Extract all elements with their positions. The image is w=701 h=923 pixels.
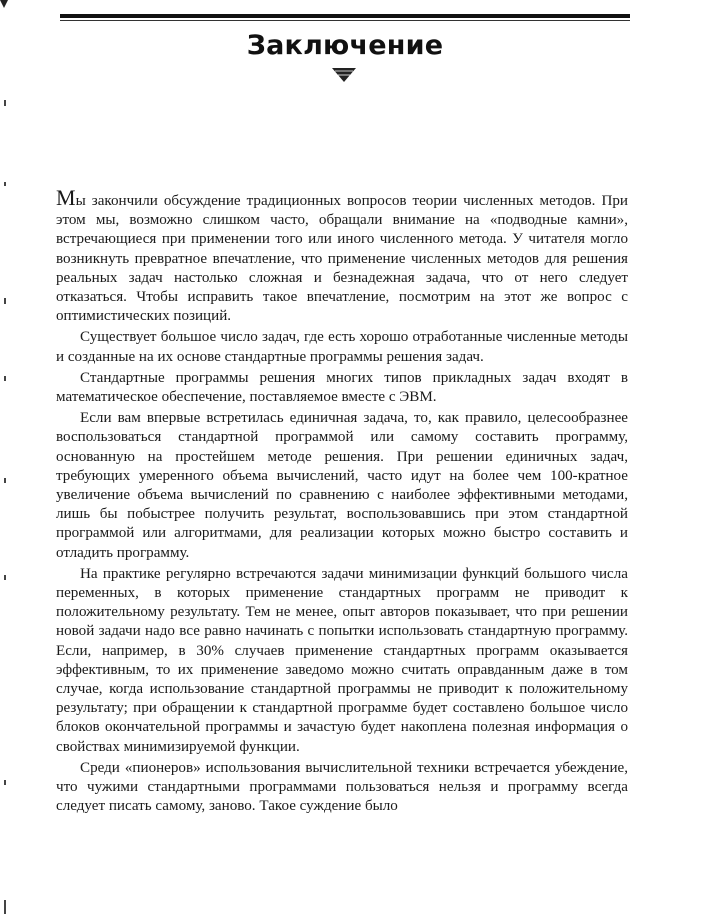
paragraph: Существует большое число задач, где есть хорошо отработанные численные методы и созданные на их основе стандартные программы решения задач.: [56, 329, 628, 365]
header-rule-thin: [60, 20, 630, 21]
scan-edge-mark: [4, 298, 6, 304]
scan-edge-mark: [4, 900, 6, 914]
paragraph-text: ы закончили обсуждение традиционных вопросов теории численных методов. При этом мы, возможно слишком часто, обращали внимание на «подводные камни», встречающиеся при применении того или иного численного метода. У читателя могло возникнуть превратное впечатление, что применение численных методов для решения реальных задач настолько сложная и безнадежная задача, что от него следует отказаться. Чтобы исправить такое впечатление, посмотрим на этот же вопрос с оптимистических позиций.: [56, 193, 628, 325]
chapter-title: Заключение: [246, 30, 444, 61]
paragraph: Стандартные программы решения многих типов прикладных задач входят в математическое обеспечение, поставляемое вместе с ЭВМ.: [56, 369, 628, 406]
paragraph: Среди «пионеров» использования вычислительной техники встречается убеждение, что чужими стандартными программами пользоваться нельзя и программу всегда следует писать самому, заново. Такое суждение было: [56, 759, 628, 815]
scan-edge-mark: [4, 376, 6, 381]
scan-edge-mark: [4, 182, 6, 186]
scan-edge-mark: [4, 575, 6, 580]
scan-corner-mark: [0, 0, 8, 8]
body-text: [56, 185, 628, 819]
paragraph: [56, 185, 628, 326]
scan-edge-mark: [4, 100, 6, 106]
scan-edge-mark: [4, 780, 6, 785]
paragraph: На практике регулярно встречаются задачи минимизации функций большого числа переменных, в которых применение стандартных программ не приводит к положительному результату. Тем не менее, опыт авторов показывает, что при решении новой задачи надо все равно начинать с попытки использовать стандартную программу. Если, например, в 30% случаев применение стандартных программ оказывается эффективным, то их применение заведомо можно считать оправданным даже в том случае, когда использование стандартной программы не приводит к положительному результату; при обращении к стандартной программе будет составлено большое число блоков окончательной программы и зачастую будет накоплена полезная информация о свойствах минимизируемой функции.: [56, 565, 628, 755]
drop-cap: М: [56, 185, 76, 210]
header-rule-thick: [60, 14, 630, 18]
paragraph: Если вам впервые встретилась единичная задача, то, как правило, целесообразнее воспользоваться стандартной программой или самому составить программу, основанную на простейшем методе решения. При решении единичных задач, требующих умеренного объема вычислений, часто идут на более чем 100-кратное увеличение объема вычислений по сравнению с наиболее эффективными методами, лишь бы побыстрее получить результат, воспользовавшись при этом стандартной программой или алгоритмами, для реализации которых можно быстро составить и отладить программу.: [56, 410, 628, 561]
triangle-ornament-icon: [332, 68, 356, 82]
scan-edge-mark: [4, 478, 6, 483]
